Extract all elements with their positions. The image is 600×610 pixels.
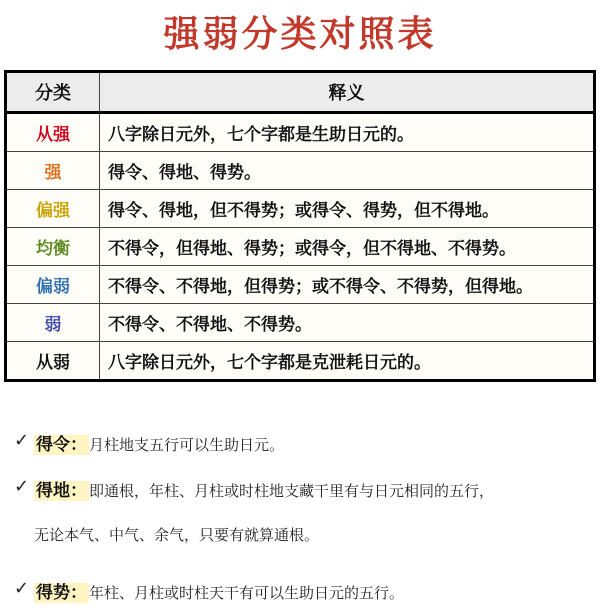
note-item (14, 430, 594, 476)
row-meaning: 八字除日元外，七个字都是生助日元的。 (100, 113, 595, 152)
table-row (6, 152, 595, 190)
note-item (14, 578, 594, 610)
note-term: 得势： (36, 583, 87, 603)
classification-table (4, 70, 596, 382)
row-category: 偏弱 (6, 266, 100, 304)
note-term: 得地： (36, 481, 87, 501)
row-category: 均衡 (6, 228, 100, 266)
table-row (6, 342, 595, 381)
row-meaning: 不得令，但得地、得势；或得令，但不得地、不得势。 (100, 228, 595, 266)
note-text-continued: 无论本气、中气、余气，只要有就算通根。 (34, 526, 320, 544)
row-category: 从强 (6, 113, 100, 152)
checkmark-icon: ✓ (14, 578, 30, 599)
row-meaning: 得令、得地，但不得势；或得令、得势，但不得地。 (100, 190, 595, 228)
row-category: 弱 (6, 304, 100, 342)
row-meaning: 不得令、不得地，但得势；或不得令、不得势，但得地。 (100, 266, 595, 304)
table-row (6, 266, 595, 304)
row-category: 偏强 (6, 190, 100, 228)
checkmark-icon: ✓ (14, 430, 30, 451)
row-category: 从弱 (6, 342, 100, 381)
note-text: 月柱地支五行可以生助日元。 (89, 436, 285, 454)
notes-section (14, 430, 594, 610)
row-category: 强 (6, 152, 100, 190)
table-row (6, 190, 595, 228)
page-title: 强弱分类对照表 (163, 14, 437, 55)
header-meaning: 释义 (100, 72, 595, 113)
note-item (14, 476, 594, 578)
table-row (6, 113, 595, 152)
table-row (6, 228, 595, 266)
checkmark-icon: ✓ (14, 476, 30, 497)
row-meaning: 不得令、不得地、不得势。 (100, 304, 595, 342)
row-meaning: 八字除日元外，七个字都是克泄耗日元的。 (100, 342, 595, 381)
note-term: 得令： (36, 435, 87, 455)
header-category: 分类 (6, 72, 100, 113)
table-row (6, 304, 595, 342)
table-header-row (6, 72, 595, 113)
row-meaning: 得令、得地、得势。 (100, 152, 595, 190)
note-text: 即通根，年柱、月柱或时柱地支藏干里有与日元相同的五行， (89, 482, 495, 500)
note-text: 年柱、月柱或时柱天干有可以生助日元的五行。 (89, 584, 405, 602)
